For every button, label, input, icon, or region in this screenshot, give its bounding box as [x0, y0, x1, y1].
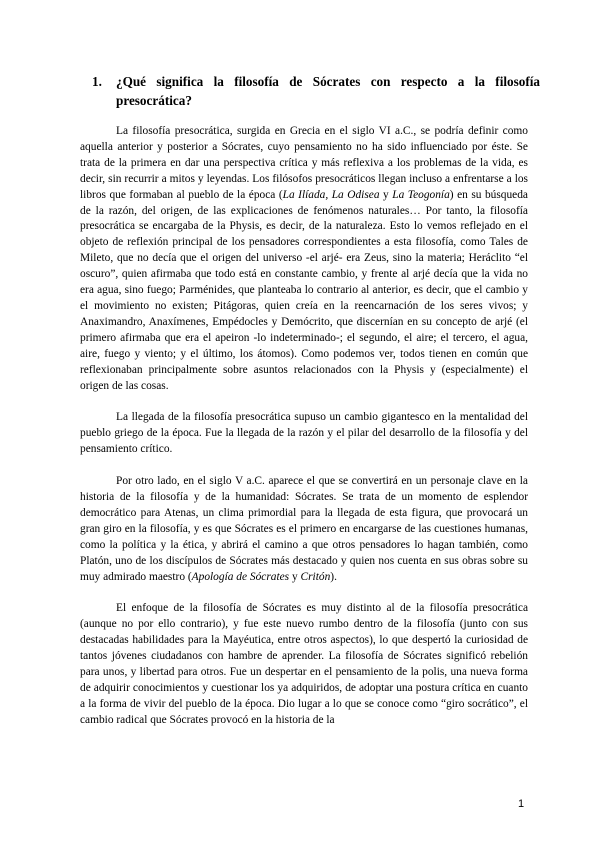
text-span: La filosofía presocrática, surgida en Grecia en el siglo VI a.C., se podría definir como aquella anterior y posterior a Sócrates, cuyo pensamiento no ha sido influenciado por éste. Se trata de la primera en dar una perspectiva crítica y más reflexiva a los problemas de la vida, es decir, sin recurrir a mitos y leyendas. Los filósofos presocráticos llegan incluso a enfrentarse a los libros que formaban al pueblo de la época ( — [80, 125, 528, 201]
italic-title: La Teogonía — [392, 188, 450, 201]
paragraph-approach — [80, 601, 528, 728]
paragraph-presocratic — [80, 124, 528, 394]
text-span: Por otro lado, en el siglo V a.C. aparece el que se convertirá en un personaje clave en la historia de la filosofía y de la humanidad: Sócrates. Se trata de un momento de esplendor democrático para Atenas, un clima primordial para la llegada de esta figura, que provocará un gran giro en la filosofía, y es que Sócrates es el primero en encargarse de las cuestiones humanas, como la política y la ética, y abrirá el camino a que otros pensadores lo hagan también, como Platón, uno de los discípulos de Sócrates más destacado y quien nos cuenta en sus obras sobre su muy admirado maestro ( — [80, 475, 528, 583]
text-span: y — [379, 188, 393, 201]
text-span: ) en su búsqueda de la razón, del origen, de las explicaciones de fenómenos naturales… Por tanto, la filosofía presocrática se encargaba de la Physis, es decir, de la naturaleza. Esto lo vemos reflejado en el objeto de reflexión principal de los pensadores correspondientes a esta filosofía, como Tales de Mileto, que no decía que el origen del universo -el arjé- era Zeus, sino la materia; Heráclito “el oscuro”, quien afirmaba que todo está en constante cambio, y frente al arjé decía que la vida no era agua, sino fuego; Parménides, que planteaba lo contrario al anterior, es decir, que el cambio y el movimiento no existen; Pitágoras, quien creía en la reencarnación de los seres vivos; y Anaximandro, Anaxímenes, Empédocles y Demócrito, que discernían en su concepto de arjé (el primero afirmaba que era el apeiron -lo indeterminado-; el segundo, el aire; el tercero, el agua, aire, fuego y viento; y el último, los átomos). Como podemos ver, todos tienen en común que reflexionaban principalmente sobre asuntos relacionados con la Physis y (especialmente) el origen de las cosas. — [80, 188, 528, 392]
paragraph-impact — [80, 410, 528, 458]
italic-title: La Ilíada, La Odisea — [282, 188, 380, 201]
text-span: y — [289, 570, 301, 583]
italic-title: Critón — [300, 570, 331, 583]
text-span: ). — [330, 570, 337, 583]
page-number: 1 — [518, 798, 525, 810]
paragraph-socrates — [80, 474, 528, 585]
heading-number: 1. — [92, 74, 102, 89]
text-span: La llegada de la filosofía presocrática supuso un cambio gigantesco en la mentalidad del pueblo griego de la época. Fue la llegada de la razón y el pilar del desarrollo de la filosofía y del pensamiento crítico. — [80, 411, 528, 456]
italic-title: Apología de Sócrates — [191, 570, 290, 583]
section-heading — [80, 72, 540, 110]
heading-title: ¿Qué significa la filosofía de Sócrates con respecto a la filosofía presocrática? — [116, 74, 540, 108]
document-body — [80, 124, 528, 745]
text-span: El enfoque de la filosofía de Sócrates es muy distinto al de la filosofía presocrática (aunque no por ello contrario), y fue este nuevo rumbo dentro de la filosofía (junto con sus destacadas habilidades para la Mayéutica, entre otros aspectos), lo que despertó la curiosidad de tantos jóvenes ciudadanos con hambre de aprender. La filosofía de Sócrates significó rebelión para unos, y libertad para otros. Fue un despertar en el pensamiento de la polis, una nueva forma de adquirir conocimientos y cuestionar los ya adquiridos, de adoptar una postura crítica en cuanto a la forma de vivir del pueblo de la época. Dio lugar a lo que se conoce como “giro socrático”, el cambio radical que Sócrates provocó en la historia de la — [80, 602, 528, 726]
